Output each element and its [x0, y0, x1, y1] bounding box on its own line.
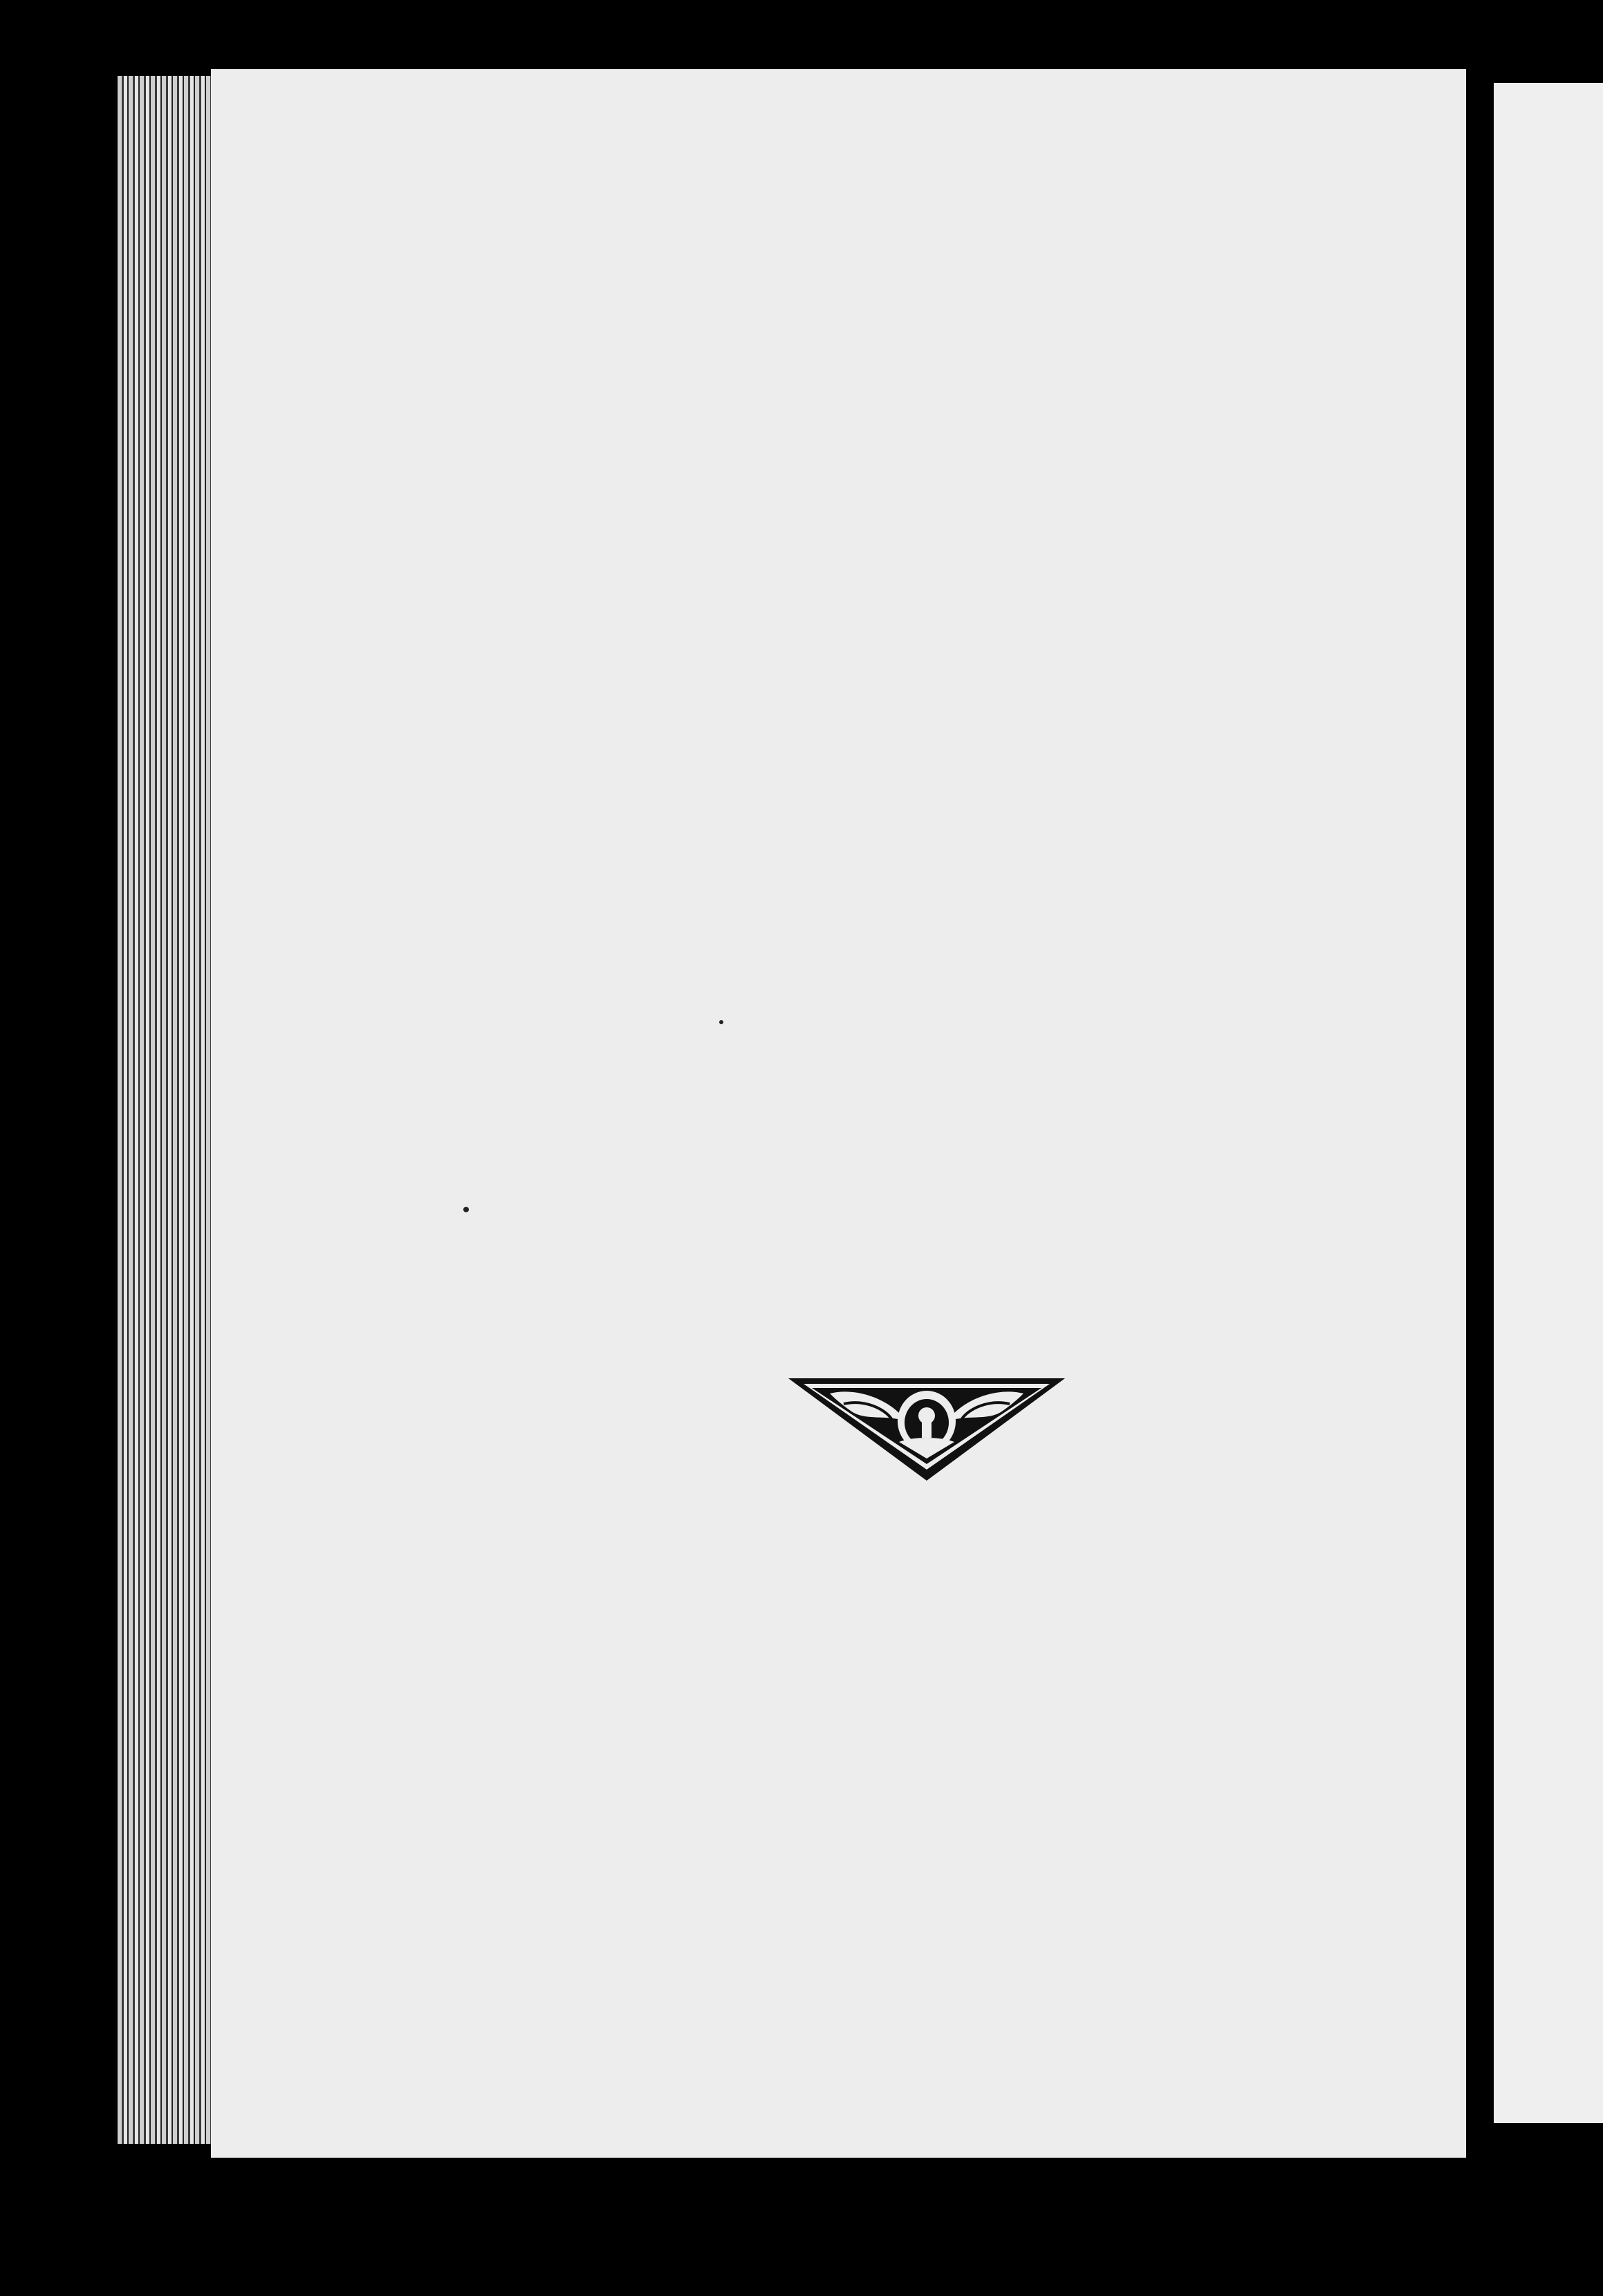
facing-page-fragment	[1494, 83, 1603, 2123]
book-page-edges	[118, 76, 221, 2144]
ink-speck	[719, 1020, 723, 1024]
triangular-ornament-icon	[788, 1373, 1065, 1483]
ink-speck	[463, 1207, 469, 1212]
left-page	[211, 69, 1466, 2158]
